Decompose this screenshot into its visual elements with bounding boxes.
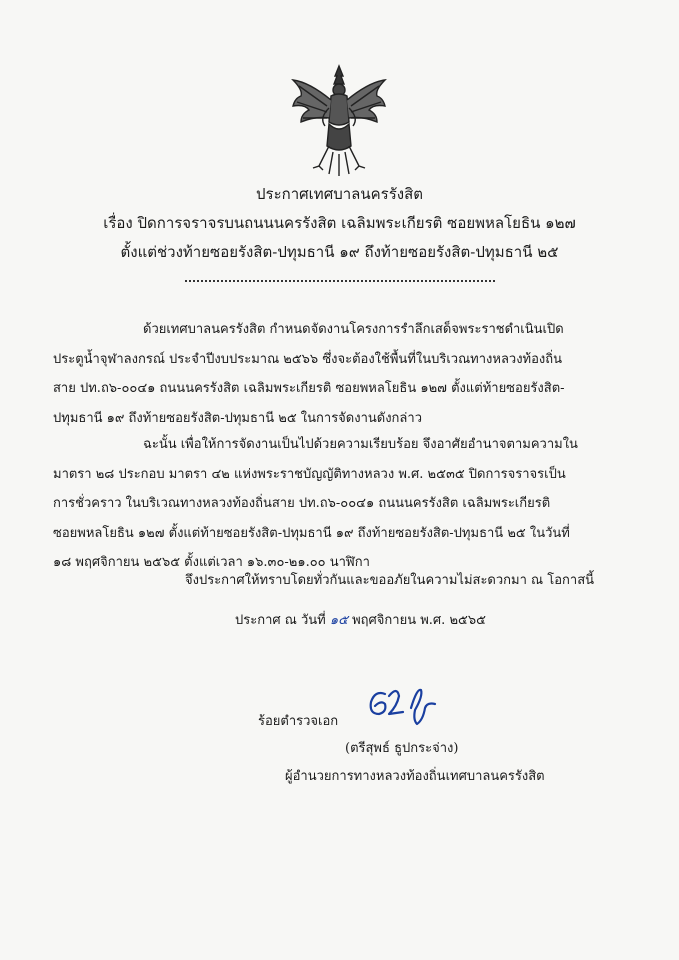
- signer-name: (ตรีสุพธ์ ธูปกระจ่าง): [345, 741, 459, 756]
- signer-rank: ร้อยตำรวจเอก: [258, 714, 339, 729]
- date-suffix: พฤศจิกายน พ.ศ. ๒๕๖๕: [352, 613, 486, 628]
- announcement-date: [235, 605, 486, 636]
- paragraph-2-line-2: มาตรา ๒๘ ประกอบ มาตรา ๔๒ แห่งพระราชบัญญัติทางหลวง พ.ศ. ๒๕๓๕ ปิดการจราจรเป็น: [53, 466, 566, 482]
- paragraph-2-line-4: ซอยพหลโยธิน ๑๒๗ ตั้งแต่ท้ายซอยรังสิต-ปทุมธานี ๑๙ ถึงท้ายซอยรังสิต-ปทุมธานี ๒๕ ในวันที่: [53, 525, 570, 541]
- announcement-title: [0, 180, 679, 267]
- paragraph-1: [53, 315, 565, 433]
- closing-paragraph: จึงประกาศให้ทราบโดยทั่วกันและขออภัยในความไม่สะดวกมา ณ โอกาสนี้: [185, 573, 595, 588]
- date-day: ๑๕: [329, 612, 348, 627]
- title-line-1: ประกาศเทศบาลนครรังสิต: [256, 185, 423, 203]
- paragraph-1-line-2: ประตูน้ำจุฬาลงกรณ์ ประจำปีงบประมาณ ๒๕๖๖ ซึ่งจะต้องใช้พื้นที่ในบริเวณทางหลวงท้องถิ่น: [53, 351, 563, 367]
- handwritten-signature: [355, 680, 465, 730]
- signer-position: ผู้อำนวยการทางหลวงท้องถิ่นเทศบาลนครรังสิต: [285, 769, 545, 784]
- title-line-3: ตั้งแต่ช่วงท้ายซอยรังสิต-ปทุมธานี ๑๙ ถึงท้ายซอยรังสิต-ปทุมธานี ๒๕: [120, 243, 559, 261]
- paragraph-1-line-4: ปทุมธานี ๑๙ ถึงท้ายซอยรังสิต-ปทุมธานี ๒๕ ในการจัดงานดังกล่าว: [53, 410, 422, 426]
- paragraph-2-line-3: การชั่วคราว ในบริเวณทางหลวงท้องถิ่นสาย ปท.ถ๖-๐๐๔๑ ถนนนครรังสิต เฉลิมพระเกียรติ: [53, 496, 551, 511]
- dotted-divider: [185, 280, 495, 282]
- paragraph-2-line-1: ฉะนั้น เพื่อให้การจัดงานเป็นไปด้วยความเรียบร้อย จึงอาศัยอำนาจตามความใน: [143, 437, 578, 452]
- paragraph-2-line-5: ๑๘ พฤศจิกายน ๒๕๖๕ ตั้งแต่เวลา ๑๖.๓๐-๒๑.๐๐ นาฬิกา: [53, 555, 370, 570]
- date-prefix: ประกาศ ณ วันที่: [235, 613, 326, 628]
- title-line-2: เรื่อง ปิดการจราจรบนถนนนครรังสิต เฉลิมพระเกียรติ ซอยพหลโยธิน ๑๒๗: [103, 214, 576, 232]
- paragraph-1-line-1: ด้วยเทศบาลนครรังสิต กำหนดจัดงานโครงการรำลึกเสด็จพระราชดำเนินเปิด: [143, 322, 564, 337]
- paragraph-1-line-3: สาย ปท.ถ๖-๐๐๔๑ ถนนนครรังสิต เฉลิมพระเกียรติ ซอยพหลโยธิน ๑๒๗ ตั้งแต่ท้ายซอยรังสิต-: [53, 381, 565, 396]
- garuda-emblem-icon: [289, 62, 389, 177]
- paragraph-2: [53, 430, 578, 578]
